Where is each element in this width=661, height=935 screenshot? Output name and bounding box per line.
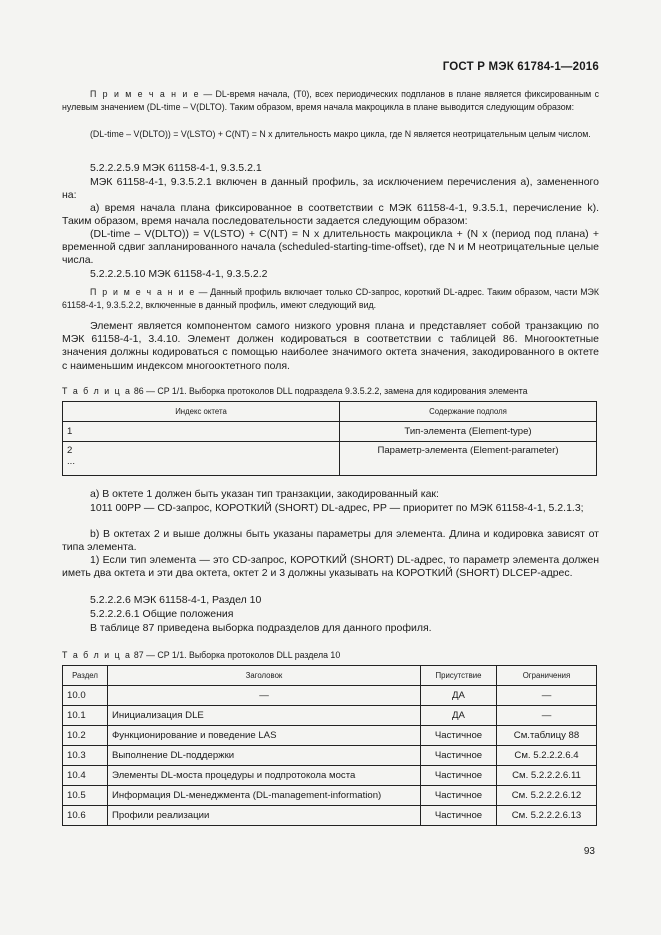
table-86-caption-label: Т а б л и ц а bbox=[62, 386, 132, 396]
table-cell: Информация DL-менеджмента (DL-management-information) bbox=[108, 786, 421, 806]
paragraph-formula-2: (DL-time – V(DLTO)) = V(LSTO) + C(NT) = N x длительность макроцикла + (N x (период под плана) + временной сдвиг запланированного начала (scheduled-starting-time-offset), где N и M неотрицательные целые числа. bbox=[62, 228, 599, 267]
paragraph-table-87-ref: В таблице 87 приведена выборка подразделов для данного профиля. bbox=[90, 622, 432, 634]
table-row bbox=[63, 726, 597, 746]
table-header-row bbox=[63, 666, 597, 686]
table-row bbox=[63, 806, 597, 826]
note-2-text: — Данный профиль включает только CD-запрос, короткий DL-адрес. Таким образом, части МЭК 61158-4-1, 9.3.5.2.2, включенные в данный профиль, имеют следующий вид. bbox=[62, 287, 599, 310]
table-cell: 10.2 bbox=[63, 726, 108, 746]
table-cell: 10.4 bbox=[63, 766, 108, 786]
clause-5-2-2-2-6: 5.2.2.2.6 МЭК 61158-4-1, Раздел 10 bbox=[90, 594, 262, 606]
table-header-cell: Содержание подполя bbox=[340, 402, 597, 422]
table-cell: 10.6 bbox=[63, 806, 108, 826]
table-cell: Частичное bbox=[421, 766, 497, 786]
document-header: ГОСТ Р МЭК 61784-1—2016 bbox=[442, 61, 599, 73]
table-cell: См. 5.2.2.2.6.4 bbox=[497, 746, 597, 766]
table-cell: Функционирование и поведение LAS bbox=[108, 726, 421, 746]
table-cell: 10.1 bbox=[63, 706, 108, 726]
table-cell: Элементы DL-моста процедуры и подпротокола моста bbox=[108, 766, 421, 786]
table-cell bbox=[63, 442, 340, 476]
table-86-caption-text: 86 — CP 1/1. Выборка протоколов DLL подраздела 9.3.5.2.2, замена для кодирования элемента bbox=[131, 386, 528, 396]
table-row bbox=[63, 766, 597, 786]
table-cell: См.таблицу 88 bbox=[497, 726, 597, 746]
table-header-cell: Заголовок bbox=[108, 666, 421, 686]
table-row bbox=[63, 442, 597, 476]
page-number: 93 bbox=[583, 846, 595, 857]
clause-5-2-2-2-5-10: 5.2.2.2.5.10 МЭК 61158-4-1, 9.3.5.2.2 bbox=[90, 268, 268, 280]
table-cell: Параметр-элемента (Element-parameter) bbox=[340, 442, 597, 476]
table-header-cell: Присутствие bbox=[421, 666, 497, 686]
table-cell: Частичное bbox=[421, 806, 497, 826]
table-87-caption-text: 87 — CP 1/1. Выборка протоколов DLL раздела 10 bbox=[131, 650, 341, 660]
table-cell: Частичное bbox=[421, 726, 497, 746]
table-86 bbox=[62, 401, 597, 476]
note-2 bbox=[62, 286, 599, 311]
table-cell: Профили реализации bbox=[108, 806, 421, 826]
table-row bbox=[63, 706, 597, 726]
table-cell: 10.5 bbox=[63, 786, 108, 806]
table-cell: ДА bbox=[421, 706, 497, 726]
table-row bbox=[63, 686, 597, 706]
table-row bbox=[63, 422, 597, 442]
table-87 bbox=[62, 665, 597, 826]
note-1-label: П р и м е ч а н и е bbox=[90, 89, 200, 99]
table-87-caption bbox=[62, 650, 340, 660]
octet-index: 2 bbox=[67, 445, 73, 456]
table-header-cell: Индекс октета bbox=[63, 402, 340, 422]
table-cell: Частичное bbox=[421, 746, 497, 766]
table-header-row bbox=[63, 402, 597, 422]
table-cell: — bbox=[497, 706, 597, 726]
table-row bbox=[63, 746, 597, 766]
table-cell: ДА bbox=[421, 686, 497, 706]
table-cell: См. 5.2.2.2.6.12 bbox=[497, 786, 597, 806]
table-cell: 10.3 bbox=[63, 746, 108, 766]
octet-index-continuation: ... bbox=[67, 456, 75, 467]
table-cell: См. 5.2.2.2.6.11 bbox=[497, 766, 597, 786]
table-header-cell: Раздел bbox=[63, 666, 108, 686]
table-cell: Тип-элемента (Element-type) bbox=[340, 422, 597, 442]
paragraph-b3: b) В октетах 2 и выше должны быть указаны параметры для элемента. Длина и кодировка зависят от типа элемента. bbox=[62, 528, 599, 554]
table-cell: См. 5.2.2.2.6.13 bbox=[497, 806, 597, 826]
table-row bbox=[63, 786, 597, 806]
note-1-text: — DL-время начала, (T0), всех периодических подпланов в плане является фиксированным с нулевым значением (DL-time – V(DLTO). Таким образом, время начала макроцикла в плане выводится следующим образом: bbox=[62, 89, 599, 112]
table-cell: 10.0 bbox=[63, 686, 108, 706]
table-cell: Частичное bbox=[421, 786, 497, 806]
clause-5-2-2-2-5-9: 5.2.2.2.5.9 МЭК 61158-4-1, 9.3.5.2.1 bbox=[90, 162, 262, 174]
table-cell: 1 bbox=[63, 422, 340, 442]
table-86-caption bbox=[62, 386, 528, 396]
paragraph-b1: а) В октете 1 должен быть указан тип транзакции, закодированный как: bbox=[90, 488, 439, 500]
table-87-caption-label: Т а б л и ц а bbox=[62, 650, 132, 660]
note-1-formula: (DL-time – V(DLTO)) = V(LSTO) + C(NT) = N x длительность макро цикла, где N является неотрицательным целым числом. bbox=[90, 129, 591, 139]
paragraph-item-a: а) время начала плана фиксированное в соответствии с МЭК 61158-4-1, 9.3.5.1, перечисление k). Таким образом, время начала последовательности задается следующим образом: bbox=[62, 202, 599, 228]
table-cell: — bbox=[108, 686, 421, 706]
table-cell: — bbox=[497, 686, 597, 706]
paragraph-b2: 1011 00PP — CD-запрос, КОРОТКИЙ (SHORT) DL-адрес, PP — приоритет по МЭК 61158-4-1, 5.2.1.3; bbox=[90, 502, 584, 514]
paragraph-inclusion: МЭК 61158-4-1, 9.3.5.2.1 включен в данный профиль, за исключением перечисления а), замененного на: bbox=[62, 176, 599, 202]
clause-5-2-2-2-6-1: 5.2.2.2.6.1 Общие положения bbox=[90, 608, 234, 620]
table-cell: Выполнение DL-поддержки bbox=[108, 746, 421, 766]
paragraph-b4: 1) Если тип элемента — это CD-запрос, КОРОТКИЙ (SHORT) DL-адрес, то параметр элемента должен иметь два октета и эти два октета, октет 2 и 3 должны указывать на КОРОТКИЙ (SHORT) DLCEP-адрес. bbox=[62, 554, 599, 580]
note-1 bbox=[62, 88, 599, 113]
note-2-label: П р и м е ч а н и е bbox=[90, 287, 196, 297]
table-header-cell: Ограничения bbox=[497, 666, 597, 686]
paragraph-element: Элемент является компонентом самого низкого уровня плана и представляет собой транзакцию по МЭК 61158-4-1, 3.4.10. Элемент должен кодироваться в соответствии с таблицей 86. Многооктетные значения должны кодироваться с помощью наиболее значимого октета значения, закодированного в октете с наименьшим индексом многооктетного поля. bbox=[62, 320, 599, 372]
table-cell: Инициализация DLE bbox=[108, 706, 421, 726]
